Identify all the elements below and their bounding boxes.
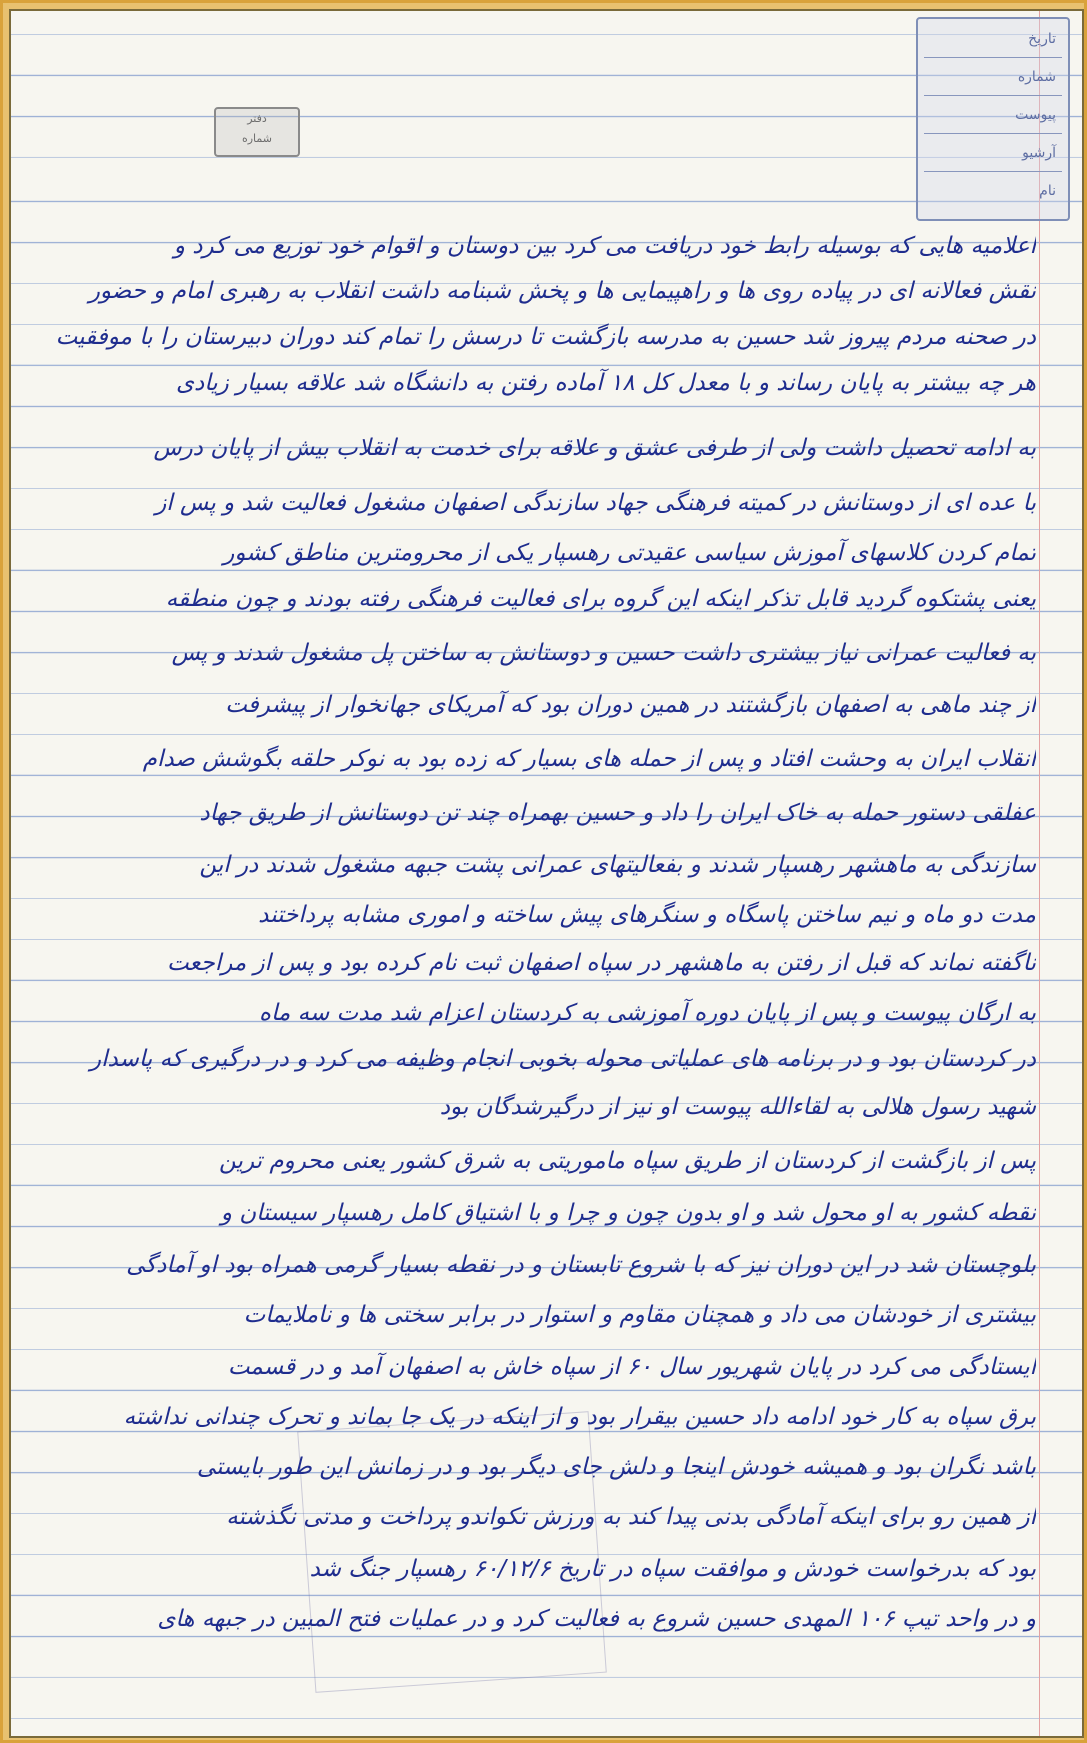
text-line: بود که بدرخواست خودش و موافقت سپاه در تاریخ ۶۰/۱۲/۶ رهسپار جنگ شد xyxy=(309,1556,1036,1582)
archive-stamp-line: شماره xyxy=(241,132,272,145)
text-line: سازندگی به ماهشهر رهسپار شدند و بفعالیتهای عمرانی پشت جبهه مشغول شدند در این xyxy=(199,852,1036,878)
stamp-field: تاریخ xyxy=(1028,31,1056,47)
text-line: شهید رسول هلالی به لقاءالله پیوست او نیز از درگیرشدگان بود xyxy=(439,1094,1036,1120)
text-line: هر چه بیشتر به پایان رساند و با معدل کل ۱۸ آماده رفتن به دانشگاه شد علاقه بسیار زیادی xyxy=(175,370,1036,396)
stamp-field: شماره xyxy=(1017,69,1056,85)
text-line: و در واحد تیپ ۱۰۶ المهدی حسین شروع به فعالیت کرد و در عملیات فتح المبین در جبهه های xyxy=(157,1606,1036,1632)
text-line: نقطه کشور به او محول شد و او بدون چون و چرا و با اشتیاق کامل رهسپار سیستان و xyxy=(220,1200,1036,1226)
text-line: نقش فعالانه ای در پیاده روی ها و راهپیمایی ها و پخش شبنامه داشت انقلاب به رهبری امام و حضور xyxy=(88,278,1036,304)
text-line: به فعالیت عمرانی نیاز بیشتری داشت حسین و دوستانش به ساختن پل مشغول شدند و پس xyxy=(171,640,1036,666)
text-line: از چند ماهی به اصفهان بازگشتند در همین دوران بود که آمریکای جهانخوار از پیشرفت xyxy=(225,692,1036,718)
text-line: ایستادگی می کرد در پایان شهریور سال ۶۰ از سپاه خاش به اصفهان آمد و در قسمت xyxy=(227,1354,1036,1380)
archive-stamp-line: دفتر xyxy=(247,112,267,125)
text-line: عفلقی دستور حمله به خاک ایران را داد و حسین بهمراه چند تن دوستانش از طریق جهاد xyxy=(199,800,1036,826)
text-line: یعنی پشتکوه گردید قابل تذکر اینکه این گروه برای فعالیت فرهنگی رفته بودند و چون منطقه xyxy=(165,586,1036,612)
text-line: بیشتری از خودشان می داد و همچنان مقاوم و استوار در برابر سختی ها و ناملایمات xyxy=(243,1302,1036,1328)
text-line: در کردستان بود و در برنامه های عملیاتی محوله بخوبی انجام وظیفه می کرد و در درگیری که پاسدار xyxy=(90,1046,1036,1072)
text-line: در صحنه مردم پیروز شد حسین به مدرسه بازگشت تا درسش را تمام کند دوران دبیرستان را با موفقیت xyxy=(55,324,1036,350)
text-line: اعلامیه هایی که بوسیله رابط خود دریافت می کرد بین دوستان و اقوام خود توزیع می کرد و xyxy=(173,233,1036,259)
text-line: به ارگان پیوست و پس از پایان دوره آموزشی به کردستان اعزام شد مدت سه ماه xyxy=(258,1000,1036,1026)
text-line: به ادامه تحصیل داشت ولی از طرفی عشق و علاقه برای خدمت به انقلاب بیش از پایان درس xyxy=(153,435,1036,461)
text-line: مدت دو ماه و نیم ساختن پاسگاه و سنگرهای پیش ساخته و اموری مشابه پرداختند xyxy=(258,902,1036,928)
text-line: انقلاب ایران به وحشت افتاد و پس از حمله های بسیار که زده بود به نوکر حلقه بگوشش صدام xyxy=(142,746,1036,772)
handwritten-text xyxy=(51,11,1036,1738)
stamp-field: نام xyxy=(1039,183,1056,199)
text-line: با عده ای از دوستانش در کمیته فرهنگی جهاد سازندگی اصفهان مشغول فعالیت شد و پس از xyxy=(155,490,1036,516)
stamp-field: پیوست xyxy=(1015,107,1056,123)
text-line: برق سپاه به کار خود ادامه داد حسین بیقرار بود و از اینکه در یک جا بماند و تحرک چندانی نداشته xyxy=(123,1404,1036,1430)
text-line: پس از بازگشت از کردستان از طریق سپاه ماموریتی به شرق کشور یعنی محروم ترین xyxy=(219,1148,1036,1174)
lined-paper xyxy=(9,9,1084,1738)
text-line: باشد نگران بود و همیشه خودش اینجا و دلش جای دیگر بود و در زمانش این طور بایستی xyxy=(196,1454,1036,1480)
text-line: ناگفته نماند که قبل از رفتن به ماهشهر در سپاه اصفهان ثبت نام کرده بود و پس از مراجعت xyxy=(166,950,1036,976)
stamp-field: آرشیو xyxy=(1022,145,1056,161)
text-line: بلوچستان شد در این دوران نیز که با شروع تابستان و در نقطه بسیار گرمی همراه بود او آمادگی xyxy=(126,1252,1036,1278)
text-line: از همین رو برای اینکه آمادگی بدنی پیدا کند به ورزش تکواندو پرداخت و مدتی نگذشته xyxy=(226,1504,1036,1530)
text-line: تمام کردن کلاسهای آموزش سیاسی عقیدتی رهسپار یکی از محرومترین مناطق کشور xyxy=(223,540,1036,566)
margin-line xyxy=(1039,11,1040,1736)
